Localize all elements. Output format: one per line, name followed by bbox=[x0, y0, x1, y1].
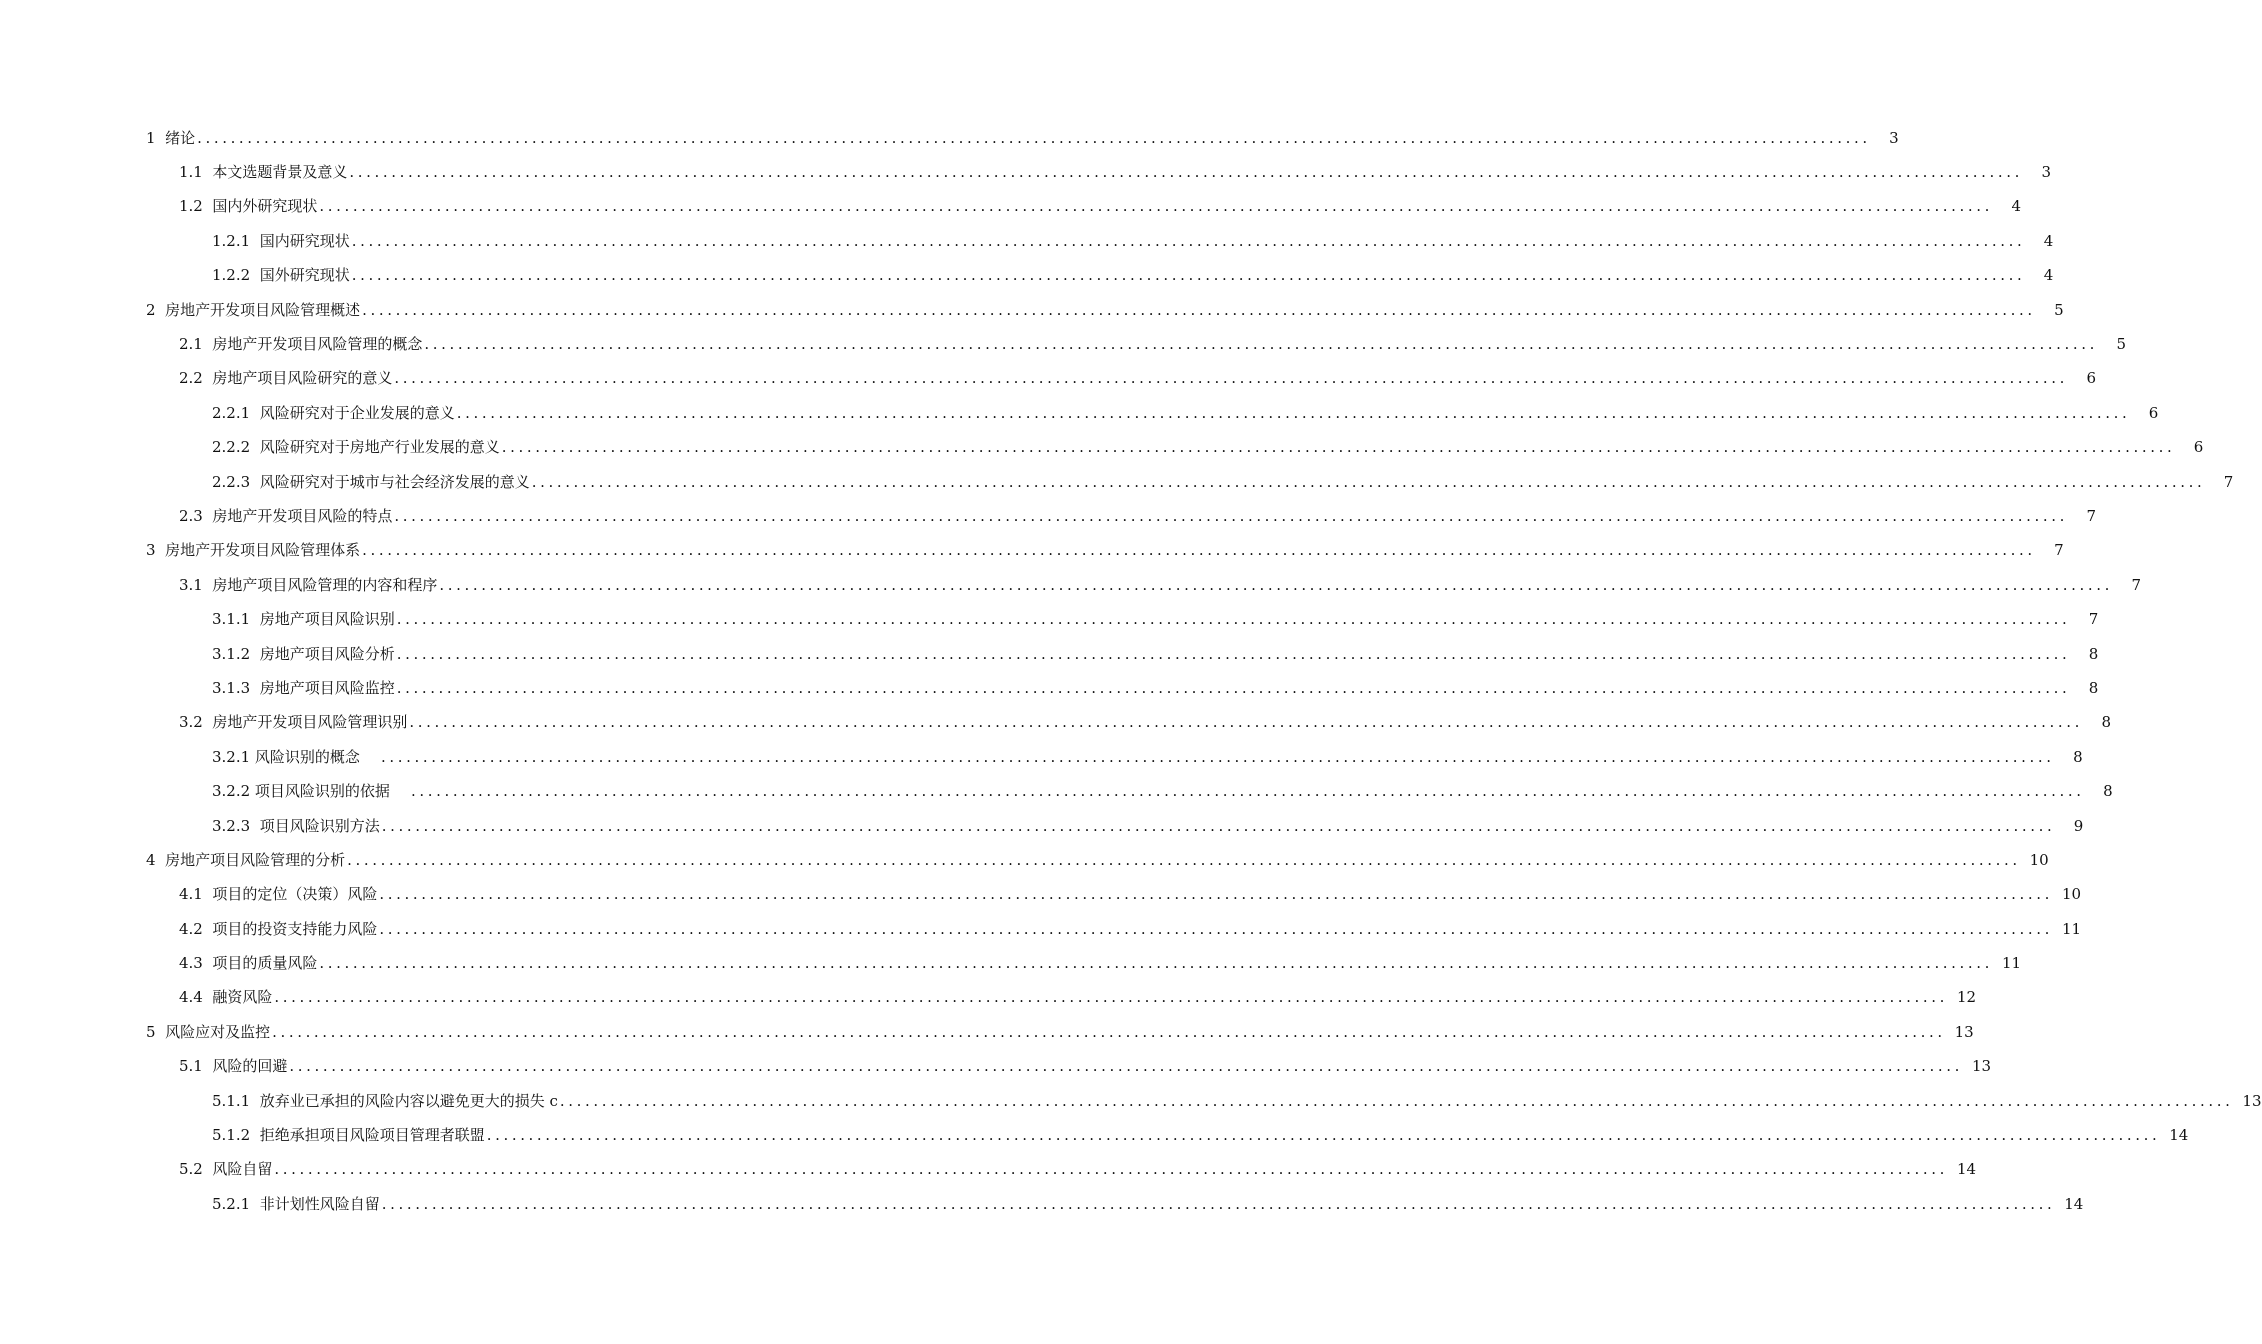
toc-entry[interactable] bbox=[212, 396, 2159, 430]
dot-leader: ........................................................................................................................................................................................................ bbox=[351, 231, 2026, 250]
toc-entry-title: 3 房地产开发项目风险管理体系 bbox=[146, 541, 361, 560]
dot-leader: ........................................................................................................................................................................................................ bbox=[319, 954, 1994, 973]
toc-entry-title: 4.1 项目的定位（决策）风险 bbox=[179, 885, 378, 904]
toc-entry[interactable] bbox=[212, 602, 2099, 636]
toc-entry-title: 2.1 房地产开发项目风险管理的概念 bbox=[179, 335, 423, 354]
dot-leader: ........................................................................................................................................................................................................ bbox=[272, 1022, 1946, 1041]
toc-entry[interactable] bbox=[146, 121, 1899, 155]
toc-entry[interactable] bbox=[212, 224, 2054, 258]
toc-entry-page-number: 7 bbox=[2131, 575, 2142, 594]
toc-entry[interactable] bbox=[212, 774, 2113, 808]
toc-entry-page-number: 3 bbox=[2041, 163, 2052, 182]
dot-leader: ........................................................................................................................................................................................................ bbox=[362, 541, 2036, 560]
dot-leader: ........................................................................................................................................................................................................ bbox=[501, 438, 2176, 457]
dot-leader: ........................................................................................................................................................................................................ bbox=[396, 644, 2071, 663]
toc-entry-page-number: 13 bbox=[1954, 1022, 1974, 1041]
toc-entry-page-number: 14 bbox=[2064, 1194, 2084, 1213]
toc-entry[interactable] bbox=[179, 327, 2127, 361]
toc-entry-page-number: 8 bbox=[2103, 782, 2113, 801]
dot-leader: ........................................................................................................................................................................................................ bbox=[274, 1160, 1949, 1179]
toc-entry-page-number: 14 bbox=[2169, 1126, 2189, 1145]
toc-entry[interactable] bbox=[146, 534, 2064, 568]
toc-entry-title: 3.2.2 项目风险识别的依据 bbox=[212, 782, 410, 801]
toc-entry-title: 5.1 风险的回避 bbox=[179, 1057, 288, 1076]
toc-entry[interactable] bbox=[212, 431, 2204, 465]
toc-entry[interactable] bbox=[179, 499, 2097, 533]
toc-entry-title: 2 房地产开发项目风险管理概述 bbox=[146, 300, 361, 319]
toc-entry[interactable] bbox=[179, 912, 2082, 946]
toc-entry[interactable] bbox=[212, 259, 2054, 293]
toc-entry[interactable] bbox=[179, 1153, 1977, 1187]
dot-leader: ........................................................................................................................................................................................................ bbox=[349, 163, 2024, 182]
toc-entry-page-number: 7 bbox=[2088, 610, 2099, 629]
dot-leader: ........................................................................................................................................................................................................ bbox=[274, 988, 1949, 1007]
toc-entry-page-number: 11 bbox=[2001, 954, 2022, 973]
toc-entry-page-number: 8 bbox=[2101, 713, 2112, 732]
toc-entry[interactable] bbox=[212, 740, 2083, 774]
toc-entry-page-number: 8 bbox=[2088, 678, 2099, 697]
toc-entry-title: 1 绪论 bbox=[146, 128, 196, 147]
toc-entry[interactable] bbox=[212, 1118, 2189, 1152]
toc-entry-title: 1.2.1 国内研究现状 bbox=[212, 231, 350, 250]
toc-entry-page-number: 5 bbox=[2054, 300, 2064, 319]
toc-entry-title: 3.1 房地产项目风险管理的内容和程序 bbox=[179, 575, 438, 594]
toc-entry-title: 2.2.2 风险研究对于房地产行业发展的意义 bbox=[212, 438, 500, 457]
toc-entry-page-number: 8 bbox=[2073, 747, 2083, 766]
toc-entry-title: 4 房地产项目风险管理的分析 bbox=[146, 850, 346, 869]
toc-entry-page-number: 6 bbox=[2148, 403, 2159, 422]
dot-leader: ........................................................................................................................................................................................................ bbox=[379, 919, 2054, 938]
toc-entry-title: 3.1.3 房地产项目风险监控 bbox=[212, 678, 395, 697]
dot-leader: ........................................................................................................................................................................................................ bbox=[394, 506, 2069, 525]
toc-entry[interactable] bbox=[179, 981, 1977, 1015]
dot-leader: ........................................................................................................................................................................................................ bbox=[379, 885, 2054, 904]
toc-entry-page-number: 10 bbox=[2029, 850, 2049, 869]
toc-entry[interactable] bbox=[179, 155, 2052, 189]
toc-entry-title: 2.2 房地产项目风险研究的意义 bbox=[179, 369, 393, 388]
dot-leader: ........................................................................................................................................................................................................ bbox=[351, 266, 2026, 285]
toc-entry[interactable] bbox=[146, 1015, 1974, 1049]
toc-entry-page-number: 7 bbox=[2054, 541, 2064, 560]
toc-entry[interactable] bbox=[212, 637, 2099, 671]
toc-entry-title: 4.4 融资风险 bbox=[179, 988, 273, 1007]
toc-entry[interactable] bbox=[146, 293, 2064, 327]
toc-entry-page-number: 8 bbox=[2088, 644, 2099, 663]
dot-leader: ........................................................................................................................................................................................................ bbox=[396, 610, 2071, 629]
toc-entry-title: 3.2.1 风险识别的概念 bbox=[212, 747, 380, 766]
toc-entry-page-number: 10 bbox=[2061, 885, 2082, 904]
toc-entry[interactable] bbox=[179, 568, 2142, 602]
toc-entry-title: 1.1 本文选题背景及意义 bbox=[179, 163, 348, 182]
toc-entry-page-number: 13 bbox=[1971, 1057, 1992, 1076]
toc-entry-title: 3.2 房地产开发项目风险管理识别 bbox=[179, 713, 408, 732]
toc-entry-title: 2.3 房地产开发项目风险的特点 bbox=[179, 506, 393, 525]
dot-leader: ........................................................................................................................................................................................................ bbox=[394, 369, 2069, 388]
toc-entry[interactable] bbox=[212, 671, 2099, 705]
dot-leader: ........................................................................................................................................................................................................ bbox=[424, 335, 2099, 354]
toc-entry-page-number: 6 bbox=[2193, 438, 2204, 457]
dot-leader: ........................................................................................................................................................................................................ bbox=[411, 782, 2085, 801]
dot-leader: ........................................................................................................................................................................................................ bbox=[409, 713, 2084, 732]
dot-leader: ........................................................................................................................................................................................................ bbox=[559, 1091, 2234, 1110]
toc-entry[interactable] bbox=[212, 809, 2084, 843]
toc-entry-title: 5.1.1 放弃业已承担的风险内容以避免更大的损失 c bbox=[212, 1091, 558, 1110]
toc-entry-title: 4.2 项目的投资支持能力风险 bbox=[179, 919, 378, 938]
dot-leader: ........................................................................................................................................................................................................ bbox=[396, 678, 2071, 697]
toc-entry-page-number: 7 bbox=[2086, 506, 2097, 525]
toc-entry-title: 1.2.2 国外研究现状 bbox=[212, 266, 350, 285]
toc-entry-title: 2.2.3 风险研究对于城市与社会经济发展的意义 bbox=[212, 472, 530, 491]
toc-entry-title: 5.2 风险自留 bbox=[179, 1160, 273, 1179]
toc-entry[interactable] bbox=[179, 706, 2112, 740]
table-of-contents bbox=[0, 121, 2262, 1222]
dot-leader: ........................................................................................................................................................................................................ bbox=[439, 575, 2114, 594]
toc-entry-title: 3.1.2 房地产项目风险分析 bbox=[212, 644, 395, 663]
toc-entry-title: 1.2 国内外研究现状 bbox=[179, 197, 318, 216]
toc-entry-page-number: 5 bbox=[2116, 335, 2127, 354]
toc-entry[interactable] bbox=[179, 878, 2082, 912]
toc-entry[interactable] bbox=[179, 946, 2022, 980]
toc-entry-title: 4.3 项目的质量风险 bbox=[179, 954, 318, 973]
toc-entry-title: 3.1.1 房地产项目风险识别 bbox=[212, 610, 395, 629]
dot-leader: ........................................................................................................................................................................................................ bbox=[197, 128, 1871, 147]
toc-entry[interactable] bbox=[212, 465, 2234, 499]
toc-entry[interactable] bbox=[179, 1050, 1992, 1084]
dot-leader: ........................................................................................................................................................................................................ bbox=[486, 1126, 2161, 1145]
toc-entry-page-number: 7 bbox=[2223, 472, 2234, 491]
toc-entry-title: 3.2.3 项目风险识别方法 bbox=[212, 816, 380, 835]
dot-leader: ........................................................................................................................................................................................................ bbox=[531, 472, 2206, 491]
toc-entry-page-number: 4 bbox=[2043, 231, 2054, 250]
dot-leader: ........................................................................................................................................................................................................ bbox=[362, 300, 2036, 319]
dot-leader: ........................................................................................................................................................................................................ bbox=[319, 197, 1994, 216]
toc-entry-page-number: 11 bbox=[2061, 919, 2082, 938]
dot-leader: ........................................................................................................................................................................................................ bbox=[381, 1194, 2056, 1213]
toc-entry-page-number: 14 bbox=[1956, 1160, 1977, 1179]
toc-entry-page-number: 3 bbox=[1889, 128, 1899, 147]
toc-entry-page-number: 13 bbox=[2242, 1091, 2262, 1110]
dot-leader: ........................................................................................................................................................................................................ bbox=[347, 850, 2021, 869]
toc-entry[interactable] bbox=[179, 362, 2097, 396]
toc-entry-title: 2.2.1 风险研究对于企业发展的意义 bbox=[212, 403, 455, 422]
toc-entry-title: 5.2.1 非计划性风险自留 bbox=[212, 1194, 380, 1213]
dot-leader: ........................................................................................................................................................................................................ bbox=[381, 747, 2055, 766]
toc-entry-title: 5.1.2 拒绝承担项目风险项目管理者联盟 bbox=[212, 1126, 485, 1145]
toc-entry[interactable] bbox=[146, 843, 2049, 877]
toc-entry[interactable] bbox=[212, 1187, 2084, 1221]
toc-entry[interactable] bbox=[179, 190, 2022, 224]
dot-leader: ........................................................................................................................................................................................................ bbox=[381, 816, 2056, 835]
toc-entry-title: 5 风险应对及监控 bbox=[146, 1022, 271, 1041]
toc-entry-page-number: 6 bbox=[2086, 369, 2097, 388]
toc-entry-page-number: 12 bbox=[1956, 988, 1977, 1007]
toc-entry-page-number: 9 bbox=[2073, 816, 2084, 835]
toc-entry-page-number: 4 bbox=[2011, 197, 2022, 216]
dot-leader: ........................................................................................................................................................................................................ bbox=[289, 1057, 1964, 1076]
dot-leader: ........................................................................................................................................................................................................ bbox=[456, 403, 2131, 422]
toc-entry[interactable] bbox=[212, 1084, 2262, 1118]
toc-entry-page-number: 4 bbox=[2043, 266, 2054, 285]
